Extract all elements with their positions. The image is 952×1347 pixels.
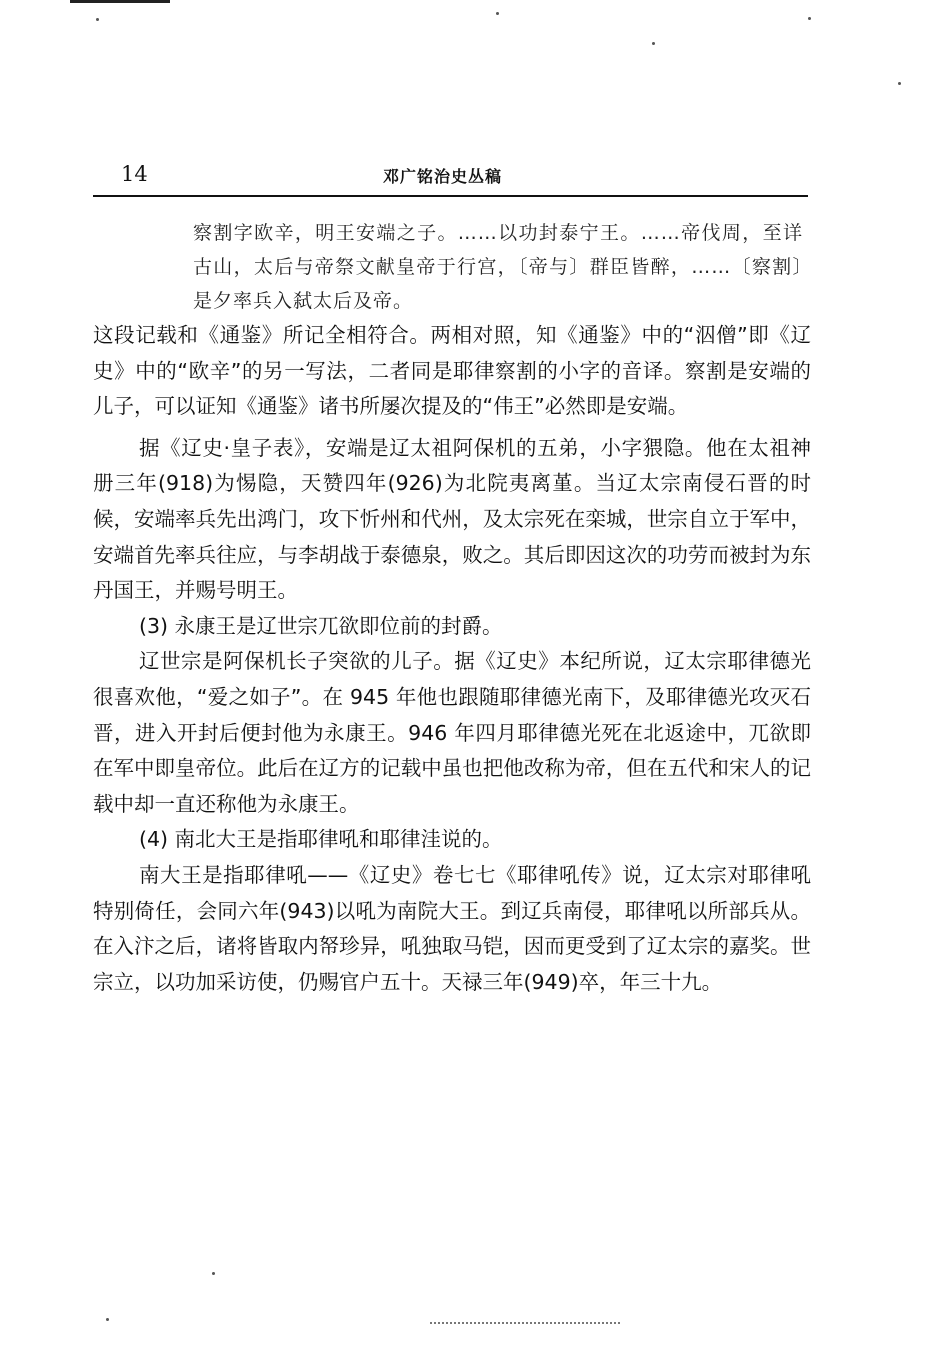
running-title: 邓广铭治史丛稿 [383,167,503,186]
scan-speck [96,18,99,21]
scan-speck [808,17,811,20]
paragraph: 辽世宗是阿保机长子突欲的儿子。据《辽史》本纪所说，辽太宗耶律德光很喜欢他，“爱之如子”。在 945 年他也跟随耶律德光南下，及耶律德光攻灭石晋，进入开封后便封他为永康王。946 年四月耶律德光死在北返途中，兀欲即在军中即皇帝位。此后在辽方的记载中虽也把他改称为帝，但在五代和宋人的记载中却一直还称他为永康王。 [93,649,811,816]
paragraph: 南大王是指耶律吼——《辽史》卷七七《耶律吼传》说，辽太宗对耶律吼特别倚任，会同六年(943)以吼为南院大王。到辽兵南侵，耶律吼以所部兵从。在入汴之后，诸将皆取内帑珍异，吼独取马铠，因而更受到了辽太宗的嘉奖。世宗立，以功加采访使，仍赐官户五十。天禄三年(949)卒，年三十九。 [93,862,811,994]
page-number: 14 [121,162,148,186]
paragraph: (4) 南北大王是指耶律吼和耶律洼说的。 [139,827,503,852]
scan-footer-dots [430,1322,620,1327]
header-rule [93,195,808,197]
scan-speck [496,12,499,15]
page-body [93,216,811,1000]
paragraph: 据《辽史·皇子表》，安端是辽太祖阿保机的五弟，小字猥隐。他在太祖神册三年(918)为惕隐，天赞四年(926)为北院夷离堇。当辽太宗南侵石晋的时候，安端率兵先出鸿门，攻下忻州和代州，及太宗死在栾城，世宗自立于军中，安端首先率兵往应，与李胡战于泰德泉，败之。其后即因这次的功劳而被封为东丹国王，并赐号明王。 [93,435,811,603]
scan-speck [212,1272,215,1275]
page-header [93,160,808,196]
block-quote: 察割字欧辛，明王安端之子。……以功封泰宁王。……帝伐周，至详古山，太后与帝祭文献皇帝于行宫，〔帝与〕群臣皆醉，……〔察割〕是夕率兵入弑太后及帝。 [193,222,803,312]
scan-edge-mark [70,0,170,3]
scan-speck [106,1318,109,1321]
scan-speck [898,82,901,85]
paragraph: 这段记载和《通鉴》所记全相符合。两相对照，知《通鉴》中的“泅僧”即《辽史》中的“欧辛”的另一写法，二者同是耶律察割的小字的音译。察割是安端的儿子，可以证知《通鉴》诸书所屡次提及的“伟王”必然即是安端。 [93,323,811,419]
paragraph: (3) 永康王是辽世宗兀欲即位前的封爵。 [139,613,503,638]
scan-speck [652,42,655,45]
